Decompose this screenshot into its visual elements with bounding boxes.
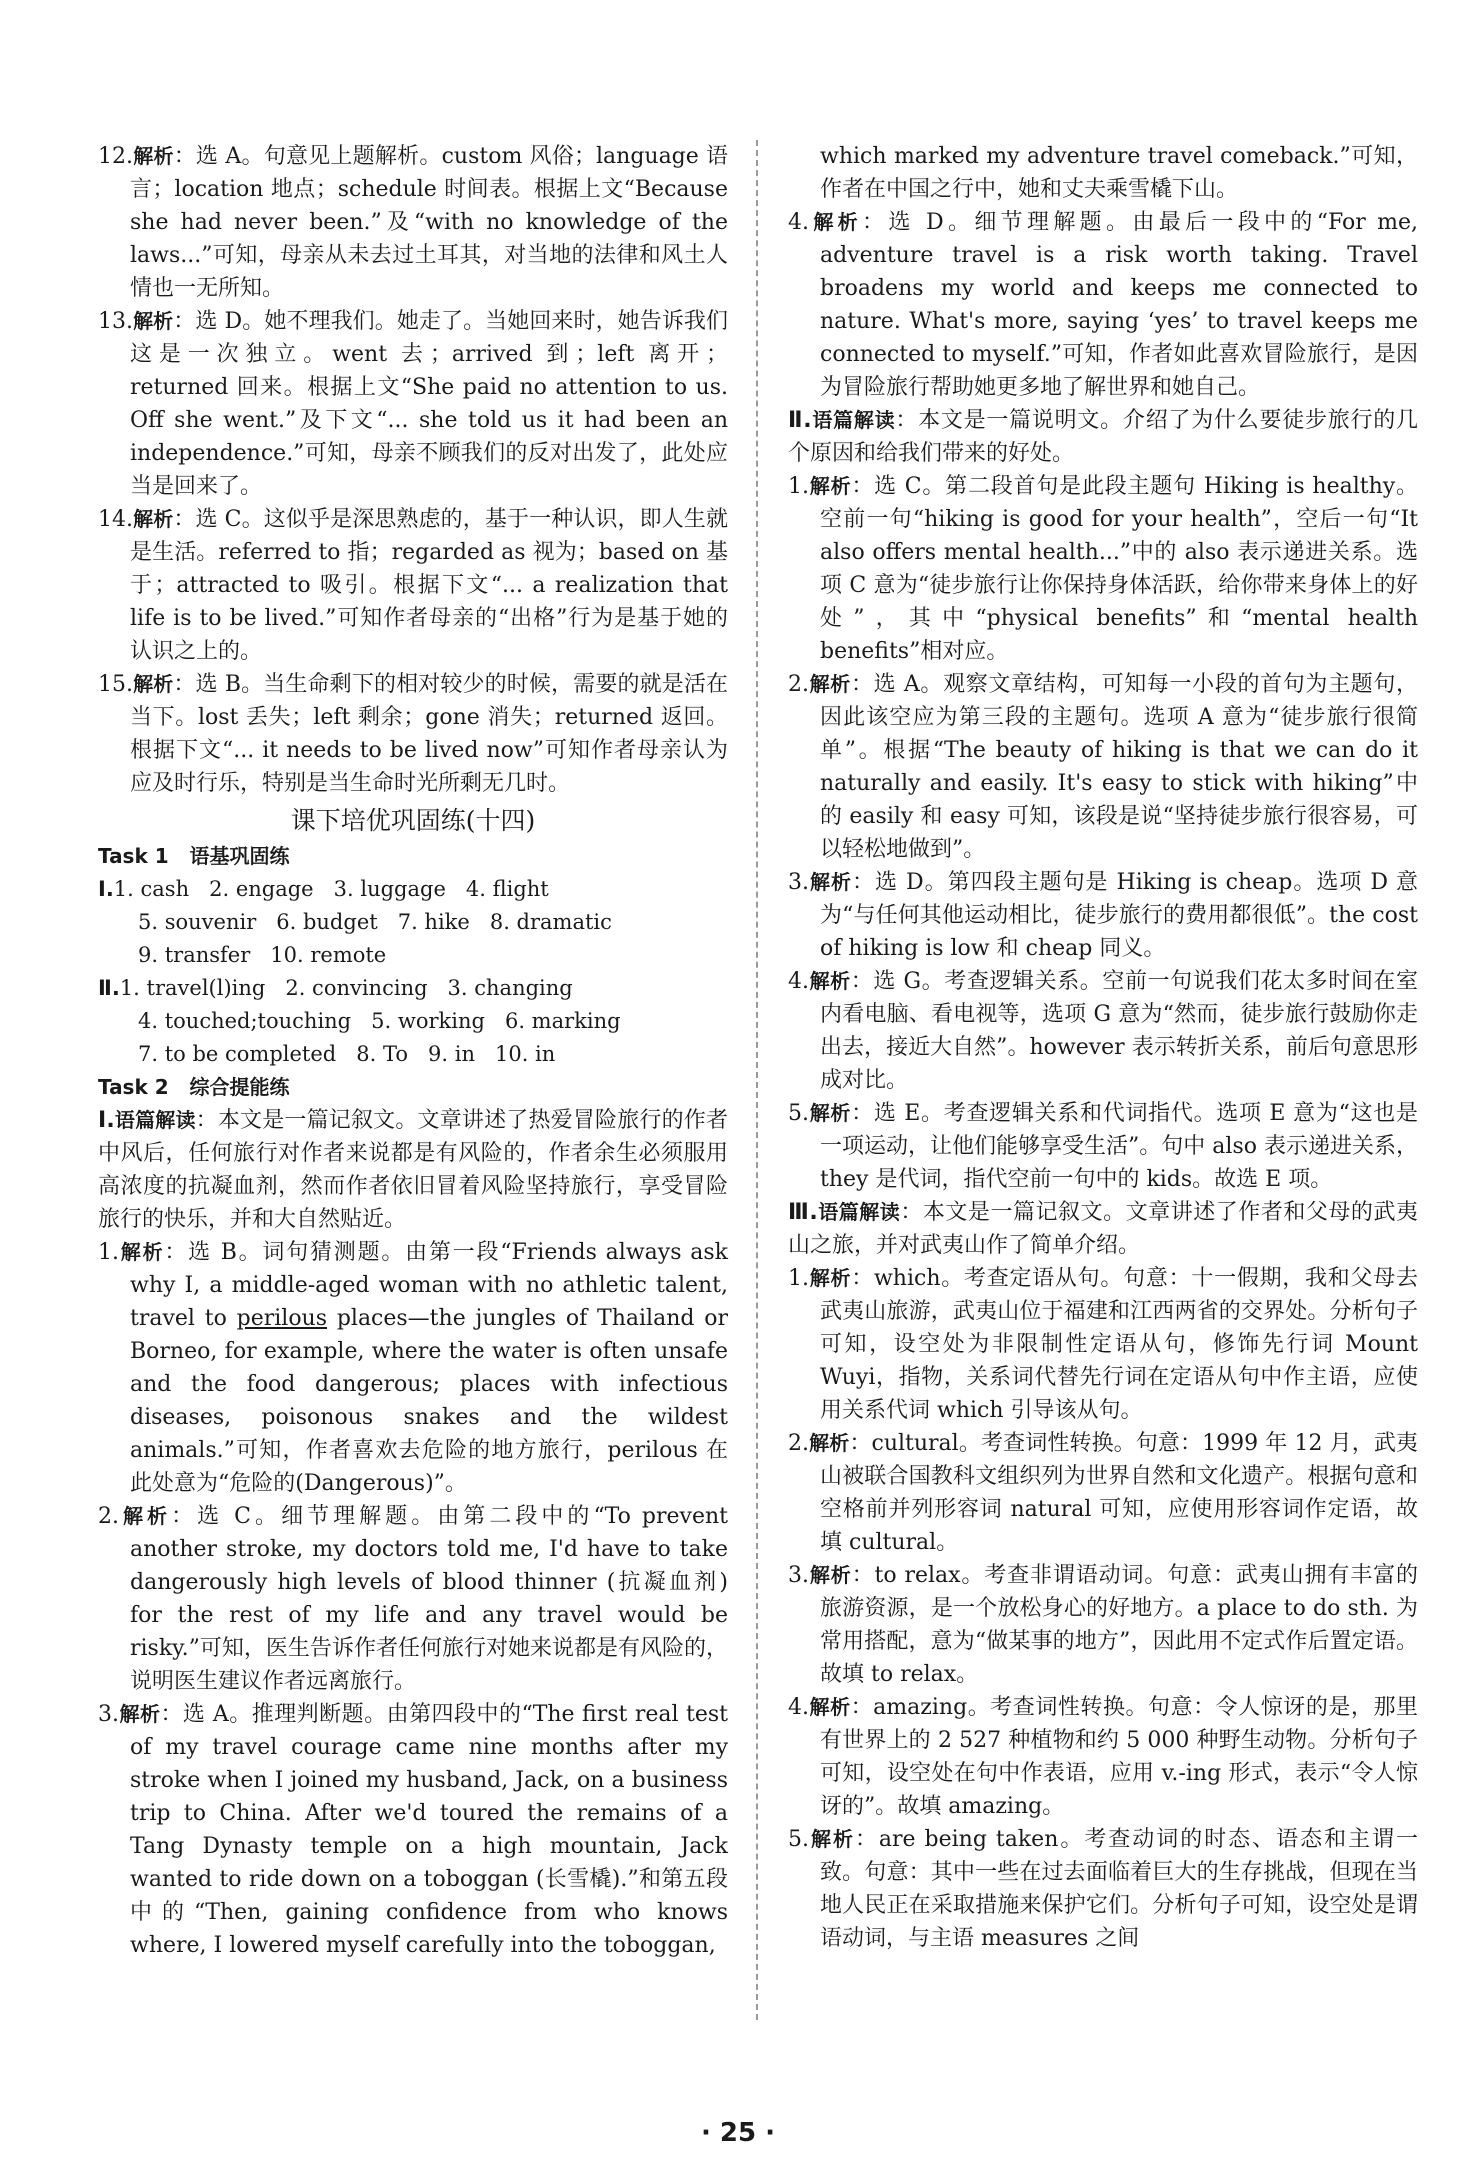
- item-label: 解析: [809, 1563, 852, 1587]
- item-label: 解析: [133, 309, 174, 333]
- section-title: 课下培优巩固练(十四): [290, 806, 536, 835]
- grammar-answers-row: 4. touched;touching 5. working 6. marking: [138, 1009, 621, 1033]
- item-text: ：are being taken。考查动词的时态、语态和主谓一致。句意：其中一些在过去面临着巨大的生存挑战，但现在当地人民正在采取措施来保护它们。分析句子可知，设空处是谓语动词，与主语 measures 之间: [820, 1827, 1419, 1951]
- item-text: ：选 B。词句猜测题。由第一段“Friends always ask why I, a middle-aged woman with no athletic talent, travel to: [130, 1240, 728, 1331]
- task-title: 综合提能练: [189, 1075, 290, 1099]
- right-column: [788, 140, 1418, 1955]
- summary-label: 语篇解读: [811, 408, 896, 432]
- answer-item-5: [788, 1097, 1418, 1196]
- answer-item-2: [788, 668, 1418, 866]
- item-number: 13.: [98, 309, 133, 334]
- item-text: ：选 D。第四段主题句是 Hiking is cheap。选项 D 意为“与任何其他运动相比，徒步旅行的费用都很低”。the cost of hiking is low 和 cheap 同义。: [820, 870, 1418, 961]
- item-label: 解析: [133, 672, 174, 696]
- item-label: 解析: [119, 1240, 165, 1264]
- answer-item-5: [788, 1823, 1418, 1955]
- item-label: 解析: [809, 870, 852, 894]
- item-text: ：选 A。观察文章结构，可知每一小段的首句为主题句，因此该空应为第三段的主题句。选项 A 意为“徒步旅行很简单”。根据“The beauty of hiking is that we can do it naturally and easily. It's easy to stick with hiking”中的 easily 和 easy 可知，该段是说“坚持徒步旅行很容易，可以轻松地做到”。: [820, 672, 1419, 862]
- task-title: 语基巩固练: [189, 844, 290, 868]
- item-number: 1.: [788, 474, 809, 499]
- answer-item-1: [788, 1262, 1418, 1427]
- item-number: 4.: [788, 210, 809, 235]
- item-number: 1.: [788, 1266, 809, 1291]
- item-text: ：选 D。细节理解题。由最后一段中的“For me, adventure travel is a risk worth taking. Travel broadens my world and keeps me connected to nature. What's more, saying ‘yes’ to travel keeps me connected to myself.”可知，作者如此喜欢冒险旅行，是因为冒险旅行帮助她更多地了解世界和她自己。: [820, 210, 1418, 400]
- answer-item-3: [98, 1698, 728, 1962]
- roman-numeral: Ⅰ.: [98, 877, 114, 901]
- answer-item-15: [98, 668, 728, 800]
- item-number: 3.: [98, 1702, 119, 1727]
- item-number: 2.: [788, 672, 809, 697]
- grammar-answers-row: [98, 972, 728, 1005]
- answer-page: [98, 140, 1419, 2040]
- summary-text: ：本文是一篇记叙文。文章讲述了热爱冒险旅行的作者中风后，任何旅行对作者来说都是有风险的，作者余生必须服用高浓度的抗凝血剂，然而作者依旧冒着风险坚持旅行，享受冒险旅行的快乐，并和大自然贴近。: [98, 1108, 728, 1232]
- item-number: 2.: [788, 1431, 809, 1456]
- item-number: 4.: [788, 969, 809, 994]
- item-label: 解析: [133, 507, 174, 531]
- summary-text: ：本文是一篇说明文。介绍了为什么要徒步旅行的几个原因和给我们带来的好处。: [788, 408, 1418, 466]
- item-text: ：选 B。当生命剩下的相对较少的时候，需要的就是活在当下。lost 丢失；left 剩余；gone 消失；returned 返回。根据下文“... it needs to be lived now”可知作者母亲认为应及时行乐，特别是当生命时光所剩无几时。: [130, 672, 729, 796]
- item-number: 1.: [98, 1240, 119, 1265]
- answer-item-2: [98, 1500, 728, 1698]
- task1-heading: [98, 840, 728, 873]
- item-number: 2.: [98, 1504, 119, 1529]
- page-number: · 25 ·: [700, 2118, 776, 2148]
- item-label: 解析: [133, 144, 174, 168]
- task-label: Task 2: [98, 1075, 169, 1099]
- passage-summary-1: [98, 1104, 728, 1236]
- vocab-answers-row: 5. souvenir 6. budget 7. hike 8. dramatic: [138, 910, 612, 934]
- roman-numeral: Ⅱ.: [98, 976, 120, 1000]
- passage-summary-2: [788, 404, 1418, 470]
- item-number: 4.: [788, 1695, 809, 1720]
- answer-item-13: [98, 305, 728, 503]
- item-number: 12.: [98, 144, 133, 169]
- answer-item-1: [788, 470, 1418, 668]
- answer-item-4: [788, 965, 1418, 1097]
- item-label: 解析: [809, 1695, 851, 1719]
- item-label: 解析: [809, 672, 851, 696]
- item-text: ：which。考查定语从句。句意：十一假期，我和父母去武夷山旅游，武夷山位于福建和江西两省的交界处。分析句子可知，设空处为非限制性定语从句，修饰先行词 Mount Wuyi，指物，关系词代替先行词在定语从句中作主语，应使用关系代词 which 引导该从句。: [820, 1266, 1418, 1423]
- item-text: places—the jungles of Thailand or Borneo, for example, where the water is often unsafe and the food dangerous; places with infectious diseases, poisonous snakes and the wildest animals.”可知，作者喜欢去危险的地方旅行，perilous 在此处意为“危险的(Dangerous)”。: [130, 1306, 729, 1496]
- item-label: 解析: [809, 1101, 852, 1125]
- passage-summary-3: [788, 1196, 1418, 1262]
- item-text: ：选 C。细节理解题。由第二段中的“To prevent another stroke, my doctors told me, I'd have to take dangerously high levels of blood thinner (抗凝血剂) for the rest of my life and any travel would be risky.”可知，医生告诉作者任何旅行对她来说都是有风险的，说明医生建议作者远离旅行。: [130, 1504, 728, 1694]
- item-number: 5.: [788, 1101, 809, 1126]
- vocab-answers-row: [98, 873, 728, 906]
- item-text: ：amazing。考查词性转换。句意：令人惊讶的是，那里有世界上的 2 527 种植物和约 5 000 种野生动物。分析句子可知，设空处在句中作表语，应用 v.-ing 形式，表示“令人惊讶的”。故填 amazing。: [820, 1695, 1419, 1819]
- item-text: ：选 C。第二段首句是此段主题句 Hiking is healthy。空前一句“hiking is good for your health”，空后一句“It also offers mental health...”中的 also 表示递进关系。选项 C 意为“徒步旅行让你保持身体活跃，给你带来身体上的好处”，其中“physical benefits”和“mental health benefits”相对应。: [820, 474, 1418, 664]
- answer-item-4: [788, 1691, 1418, 1823]
- task-label: Task 1: [98, 844, 169, 868]
- item-label: 解析: [809, 969, 851, 993]
- item-text: ：选 E。考查逻辑关系和代词指代。选项 E 意为“这也是一项运动，让他们能够享受生活”。句中 also 表示递进关系，they 是代词，指代空前一句中的 kids。故选 E 项。: [820, 1101, 1418, 1192]
- item-text: ：选 C。这似乎是深思熟虑的，基于一种认识，即人生就是生活。referred to 指；regarded as 视为；based on 基于；attracted to 吸引。根据下文“... a realization that life is to be lived.”可知作者母亲的“出格”行为是基于她的认识之上的。: [130, 507, 729, 664]
- column-divider: [756, 140, 758, 2020]
- item-text: ：选 A。句意见上题解析。custom 风俗；language 语言；location 地点；schedule 时间表。根据上文“Because she had never been.”及“with no knowledge of the laws...”可知，母亲从未去过土耳其，对当地的法律和风土人情也一无所知。: [130, 144, 729, 301]
- left-column: [98, 140, 728, 1962]
- item-label: 解析: [809, 1827, 855, 1851]
- item-number: 15.: [98, 672, 133, 697]
- task2-heading: [98, 1071, 728, 1104]
- item-text: ：cultural。考查词性转换。句意：1999 年 12 月，武夷山被联合国教科文组织列为世界自然和文化遗产。根据句意和空格前并列形容词 natural 可知，应使用形容词作定语，故填 cultural。: [820, 1431, 1419, 1555]
- item-label: 解析: [809, 210, 863, 234]
- item-text: ：to relax。考查非谓语动词。句意：武夷山拥有丰富的旅游资源，是一个放松身心的好地方。a place to do sth. 为常用搭配，意为“做某事的地方”，因此用不定式作后置定语。故填 to relax。: [820, 1563, 1418, 1687]
- underlined-word: perilous: [236, 1306, 328, 1331]
- grammar-answers-row: 7. to be completed 8. To 9. in 10. in: [138, 1042, 556, 1066]
- answer-item-14: [98, 503, 728, 668]
- item-number: 14.: [98, 507, 133, 532]
- summary-text: ：本文是一篇记叙文。文章讲述了作者和父母的武夷山之旅，并对武夷山作了简单介绍。: [788, 1200, 1418, 1258]
- continuation-text: which marked my adventure travel comeback.”可知，作者在中国之行中，她和丈夫乘雪橇下山。: [820, 144, 1418, 202]
- answer-item-3: [788, 866, 1418, 965]
- item-label: 解析: [809, 474, 852, 498]
- item-label: 解析: [119, 1702, 161, 1726]
- item-number: 5.: [788, 1827, 809, 1852]
- answer-item-2: [788, 1427, 1418, 1559]
- item-label: 解析: [809, 1266, 852, 1290]
- answer-row-text: 1. cash 2. engage 3. luggage 4. flight: [113, 877, 549, 901]
- item-text: ：选 D。她不理我们。她走了。当她回来时，她告诉我们这是一次独立。went 去；arrived 到；left 离开；returned 回来。根据上文“She paid no attention to us. Off she went.”及下文“... she told us it had been an independence.”可知，母亲不顾我们的反对出发了，此处应当是回来了。: [130, 309, 729, 499]
- answer-item-12: [98, 140, 728, 305]
- vocab-answers-row: 9. transfer 10. remote: [138, 943, 387, 967]
- item-number: 3.: [788, 1563, 809, 1588]
- item-number: 3.: [788, 870, 809, 895]
- summary-label: 语篇解读: [817, 1200, 901, 1224]
- item-text: ：选 A。推理判断题。由第四段中的“The first real test of my travel courage came nine months after my stroke when I joined my husband, Jack, on a business trip to China. After we'd toured the remains of a Tang Dynasty temple on a high mountain, Jack wanted to ride down on a toboggan (长雪橇).”和第五段中的“Then, gaining confidence from who knows where, I lowered myself carefully into the toboggan,: [130, 1702, 728, 1958]
- roman-numeral: Ⅲ.: [788, 1200, 818, 1225]
- answer-item-3: [788, 1559, 1418, 1691]
- answer-item-4: [788, 206, 1418, 404]
- item-label: 解析: [809, 1431, 850, 1455]
- item-text: ：选 G。考查逻辑关系。空前一句说我们花太多时间在室内看电脑、看电视等，选项 G 意为“然而，徒步旅行鼓励你走出去，接近大自然”。however 表示转折关系，前后句意思形成对比。: [820, 969, 1418, 1093]
- item-label: 解析: [119, 1504, 172, 1528]
- answer-row-text: 1. travel(l)ing 2. convincing 3. changing: [119, 976, 573, 1000]
- roman-numeral: Ⅰ.: [98, 1108, 115, 1133]
- answer-item-1: [98, 1236, 728, 1500]
- summary-label: 语篇解读: [114, 1108, 196, 1132]
- roman-numeral: Ⅱ.: [788, 408, 812, 433]
